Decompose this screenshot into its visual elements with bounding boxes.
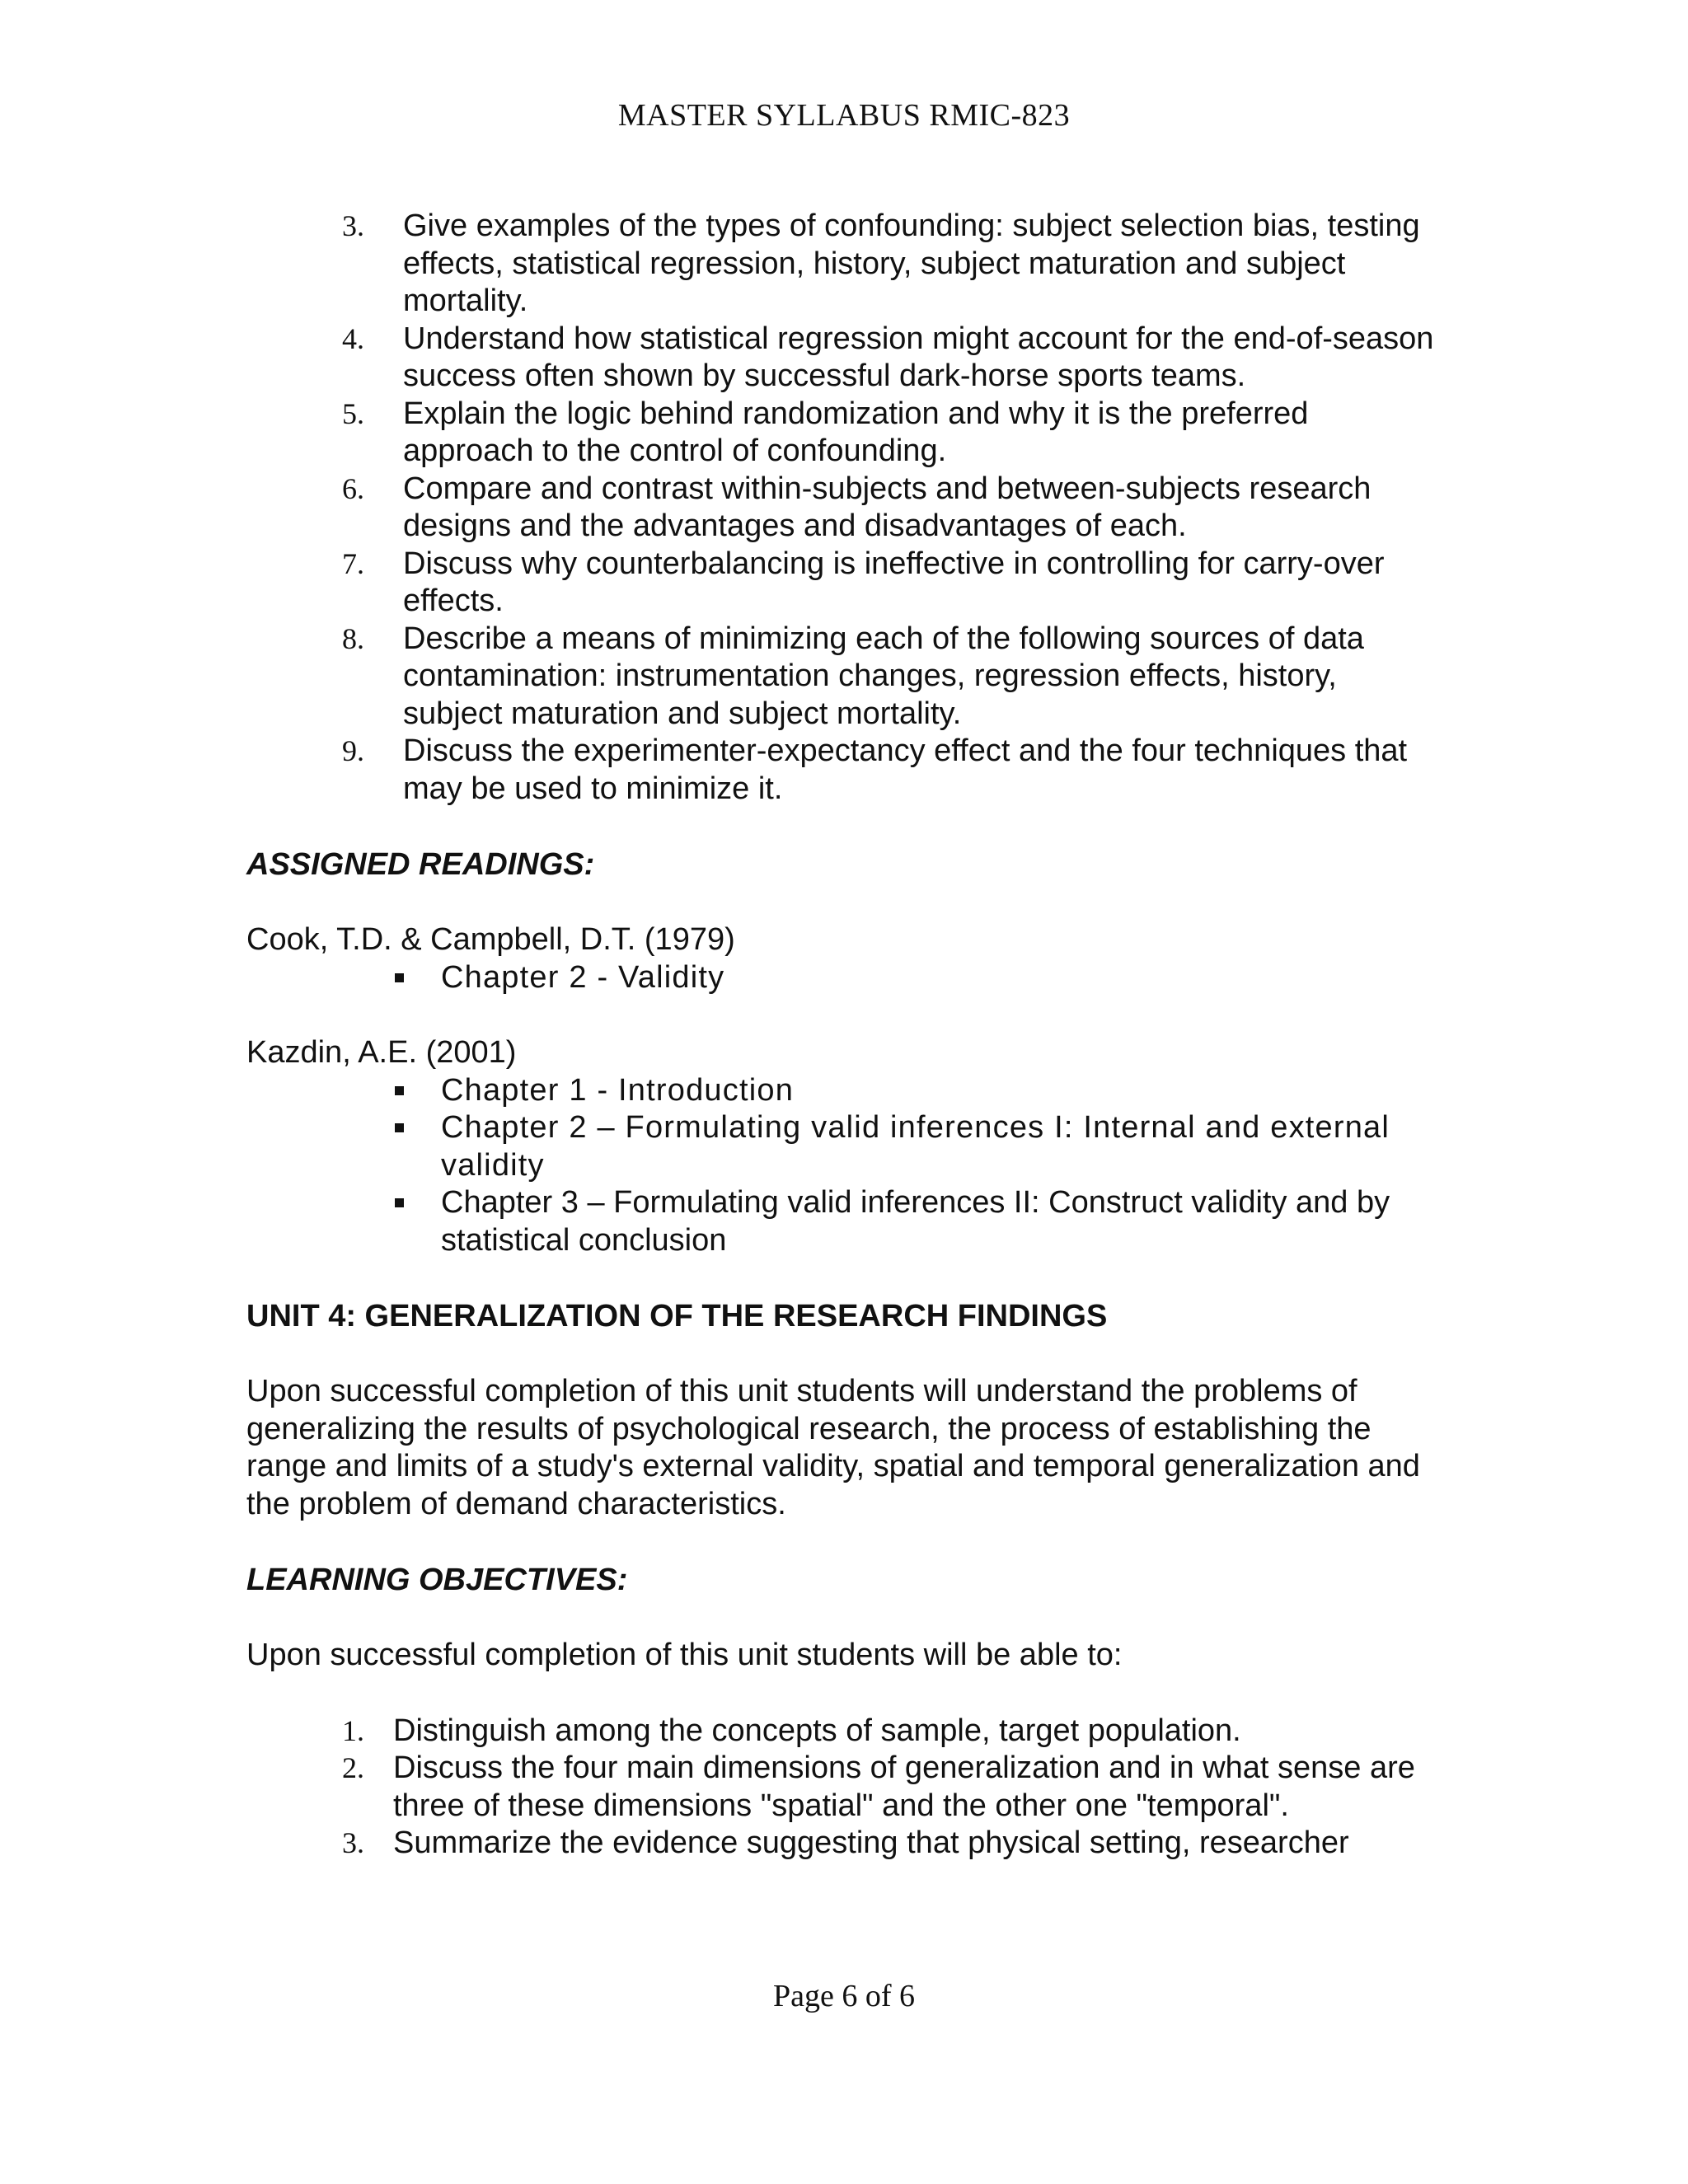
list-item [246, 208, 1442, 321]
list-number: 4. [342, 321, 364, 355]
list-number: 2. [342, 1751, 364, 1784]
chapter-list [246, 959, 1442, 997]
list-text: Discuss why counterbalancing is ineffective in controlling for carry-over effects. [403, 546, 1385, 618]
list-item [246, 621, 1442, 733]
list-text: Describe a means of minimizing each of the following sources of data contamination: instrumentation changes, regression effects, history, subject maturation and subject mortality. [403, 621, 1364, 731]
list-text: Understand how statistical regression might account for the end-of-season success often shown by successful dark-horse sports teams. [403, 321, 1434, 393]
list-text: Distinguish among the concepts of sample, target population. [393, 1713, 1241, 1748]
list-text: Discuss the four main dimensions of generalization and in what sense are three of these dimensions "spatial" and the other one "temporal". [393, 1750, 1415, 1823]
unit4-objectives-list [246, 1713, 1442, 1863]
list-text: Summarize the evidence suggesting that physical setting, researcher [393, 1825, 1349, 1860]
list-number: 9. [342, 734, 364, 767]
list-number: 3. [342, 209, 364, 242]
list-text: Compare and contrast within-subjects and between-subjects research designs and the advantages and disadvantages of each. [403, 471, 1372, 543]
page-footer: Page 6 of 6 [772, 1979, 916, 2013]
learning-objectives-heading: LEARNING OBJECTIVES: [246, 1563, 628, 1597]
objectives-intro: Upon successful completion of this unit students will be able to: [246, 1638, 1123, 1672]
list-item [246, 733, 1442, 808]
list-item [246, 321, 1442, 396]
chapter-item [246, 959, 1442, 997]
list-item [246, 546, 1442, 621]
reading-citation: Cook, T.D. & Campbell, D.T. (1979) [246, 922, 735, 957]
list-number: 7. [342, 546, 364, 580]
list-number: 1. [342, 1713, 364, 1747]
list-number: 3. [342, 1826, 364, 1859]
list-item [246, 396, 1442, 471]
bullet-icon [395, 973, 404, 982]
chapter-list [246, 1072, 1442, 1260]
list-text: Explain the logic behind randomization and why it is the preferred approach to the control of confounding. [403, 396, 1309, 468]
chapter-item [246, 1184, 1442, 1259]
list-item [246, 1750, 1442, 1825]
chapter-text: Chapter 2 – Formulating valid inferences I: Internal and external validity [441, 1110, 1390, 1183]
list-text: Give examples of the types of confounding: subject selection bias, testing effects, statistical regression, history, subject maturation and subject mortality. [403, 209, 1420, 318]
chapter-item [246, 1072, 1442, 1110]
assigned-readings-heading: ASSIGNED READINGS: [246, 847, 595, 882]
bullet-icon [395, 1198, 404, 1207]
list-item [246, 1713, 1442, 1750]
list-number: 5. [342, 396, 364, 430]
unit4-heading: UNIT 4: GENERALIZATION OF THE RESEARCH FINDINGS [246, 1299, 1108, 1333]
chapter-text: Chapter 1 - Introduction [441, 1072, 795, 1108]
list-number: 6. [342, 471, 364, 505]
page-header: MASTER SYLLABUS RMIC-823 [617, 98, 1071, 133]
bullet-icon [395, 1086, 404, 1095]
objectives-continued-list [246, 208, 1442, 808]
list-item [246, 1825, 1442, 1863]
reading-citation: Kazdin, A.E. (2001) [246, 1035, 517, 1070]
unit4-description: Upon successful completion of this unit students will understand the problems of generalizing the results of psychological research, the process of establishing the range and limits of a study's external validity, spatial and temporal generalization and the problem of demand characteristics. [246, 1374, 1420, 1521]
page-content [246, 208, 1442, 1863]
list-item [246, 471, 1442, 546]
list-text: Discuss the experimenter-expectancy effect and the four techniques that may be used to minimize it. [403, 733, 1408, 806]
chapter-item [246, 1109, 1442, 1184]
chapter-text: Chapter 3 – Formulating valid inferences II: Construct validity and by statistical conclusion [441, 1185, 1390, 1258]
chapter-text: Chapter 2 - Validity [441, 959, 725, 995]
bullet-icon [395, 1123, 404, 1132]
list-number: 8. [342, 621, 364, 655]
